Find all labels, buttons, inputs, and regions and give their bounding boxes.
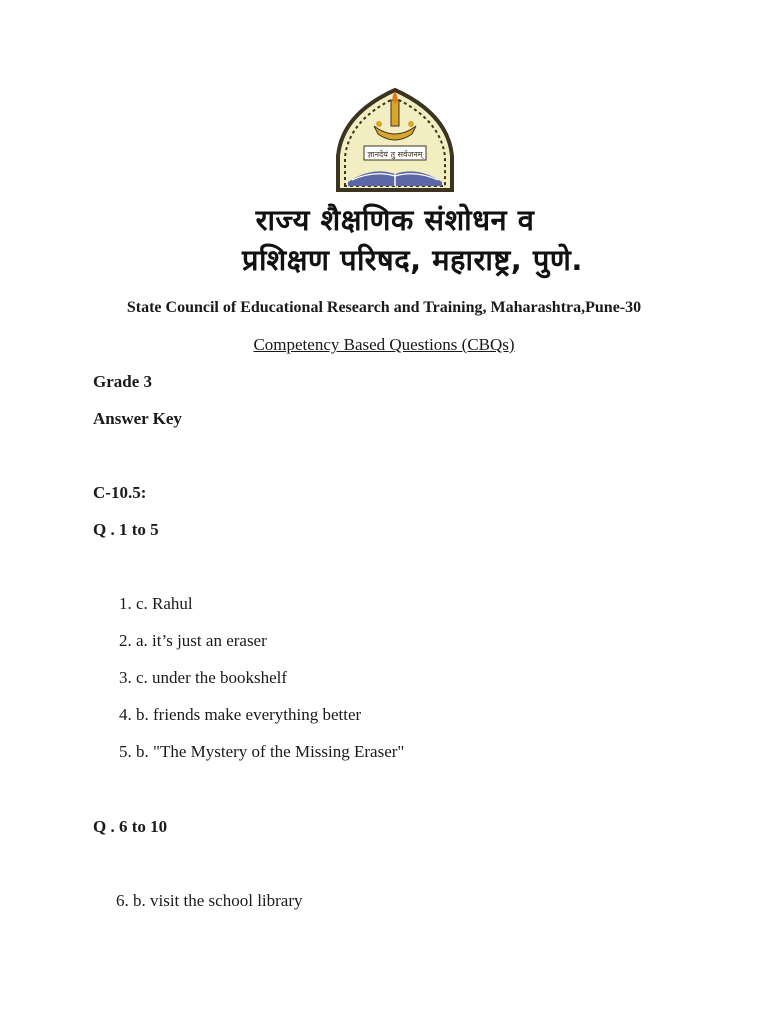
answer-item: [119, 631, 267, 651]
answer-number: 6.: [116, 891, 129, 910]
logo-marathi-line-1: राज्य शैक्षणिक संशोधन व: [255, 203, 535, 237]
answer-key-heading: Answer Key: [93, 409, 182, 428]
svg-text:ज्ञानदेयं तु सर्वजनम्: ज्ञानदेयं तु सर्वजनम्: [367, 150, 423, 159]
answer-text: b. visit the school library: [133, 891, 303, 910]
answer-number: 4.: [119, 705, 132, 724]
document-title: Competency Based Questions (CBQs): [253, 335, 515, 354]
answer-number: 1.: [119, 594, 132, 613]
logo-marathi-line-2: प्रशिक्षण परिषद, महाराष्ट्र, पुणे.: [242, 243, 583, 277]
answer-number: 5.: [119, 742, 132, 761]
question-group-1-5: Q . 1 to 5: [93, 520, 159, 539]
grade-label: Grade 3: [93, 372, 153, 391]
answer-text: c. under the bookshelf: [136, 668, 288, 687]
answer-text: b. "The Mystery of the Missing Eraser": [136, 742, 405, 761]
answer-item: [119, 594, 193, 614]
section-code: C-10.5:: [93, 483, 147, 502]
answer-text: c. Rahul: [136, 594, 193, 613]
answer-item: [119, 742, 404, 762]
answer-text: a. it’s just an eraser: [136, 631, 267, 650]
answer-item: [119, 705, 361, 725]
answer-number: 2.: [119, 631, 132, 650]
answer-text: b. friends make everything better: [136, 705, 362, 724]
question-group-6-10: Q . 6 to 10: [93, 817, 168, 836]
scert-emblem-icon: [334, 86, 456, 194]
council-name: State Council of Educational Research and Training, Maharashtra,Pune-30: [126, 299, 642, 316]
answer-number: 3.: [119, 668, 132, 687]
answer-item: [119, 668, 287, 688]
scert-logo: [242, 86, 583, 277]
answer-item: [116, 891, 303, 911]
